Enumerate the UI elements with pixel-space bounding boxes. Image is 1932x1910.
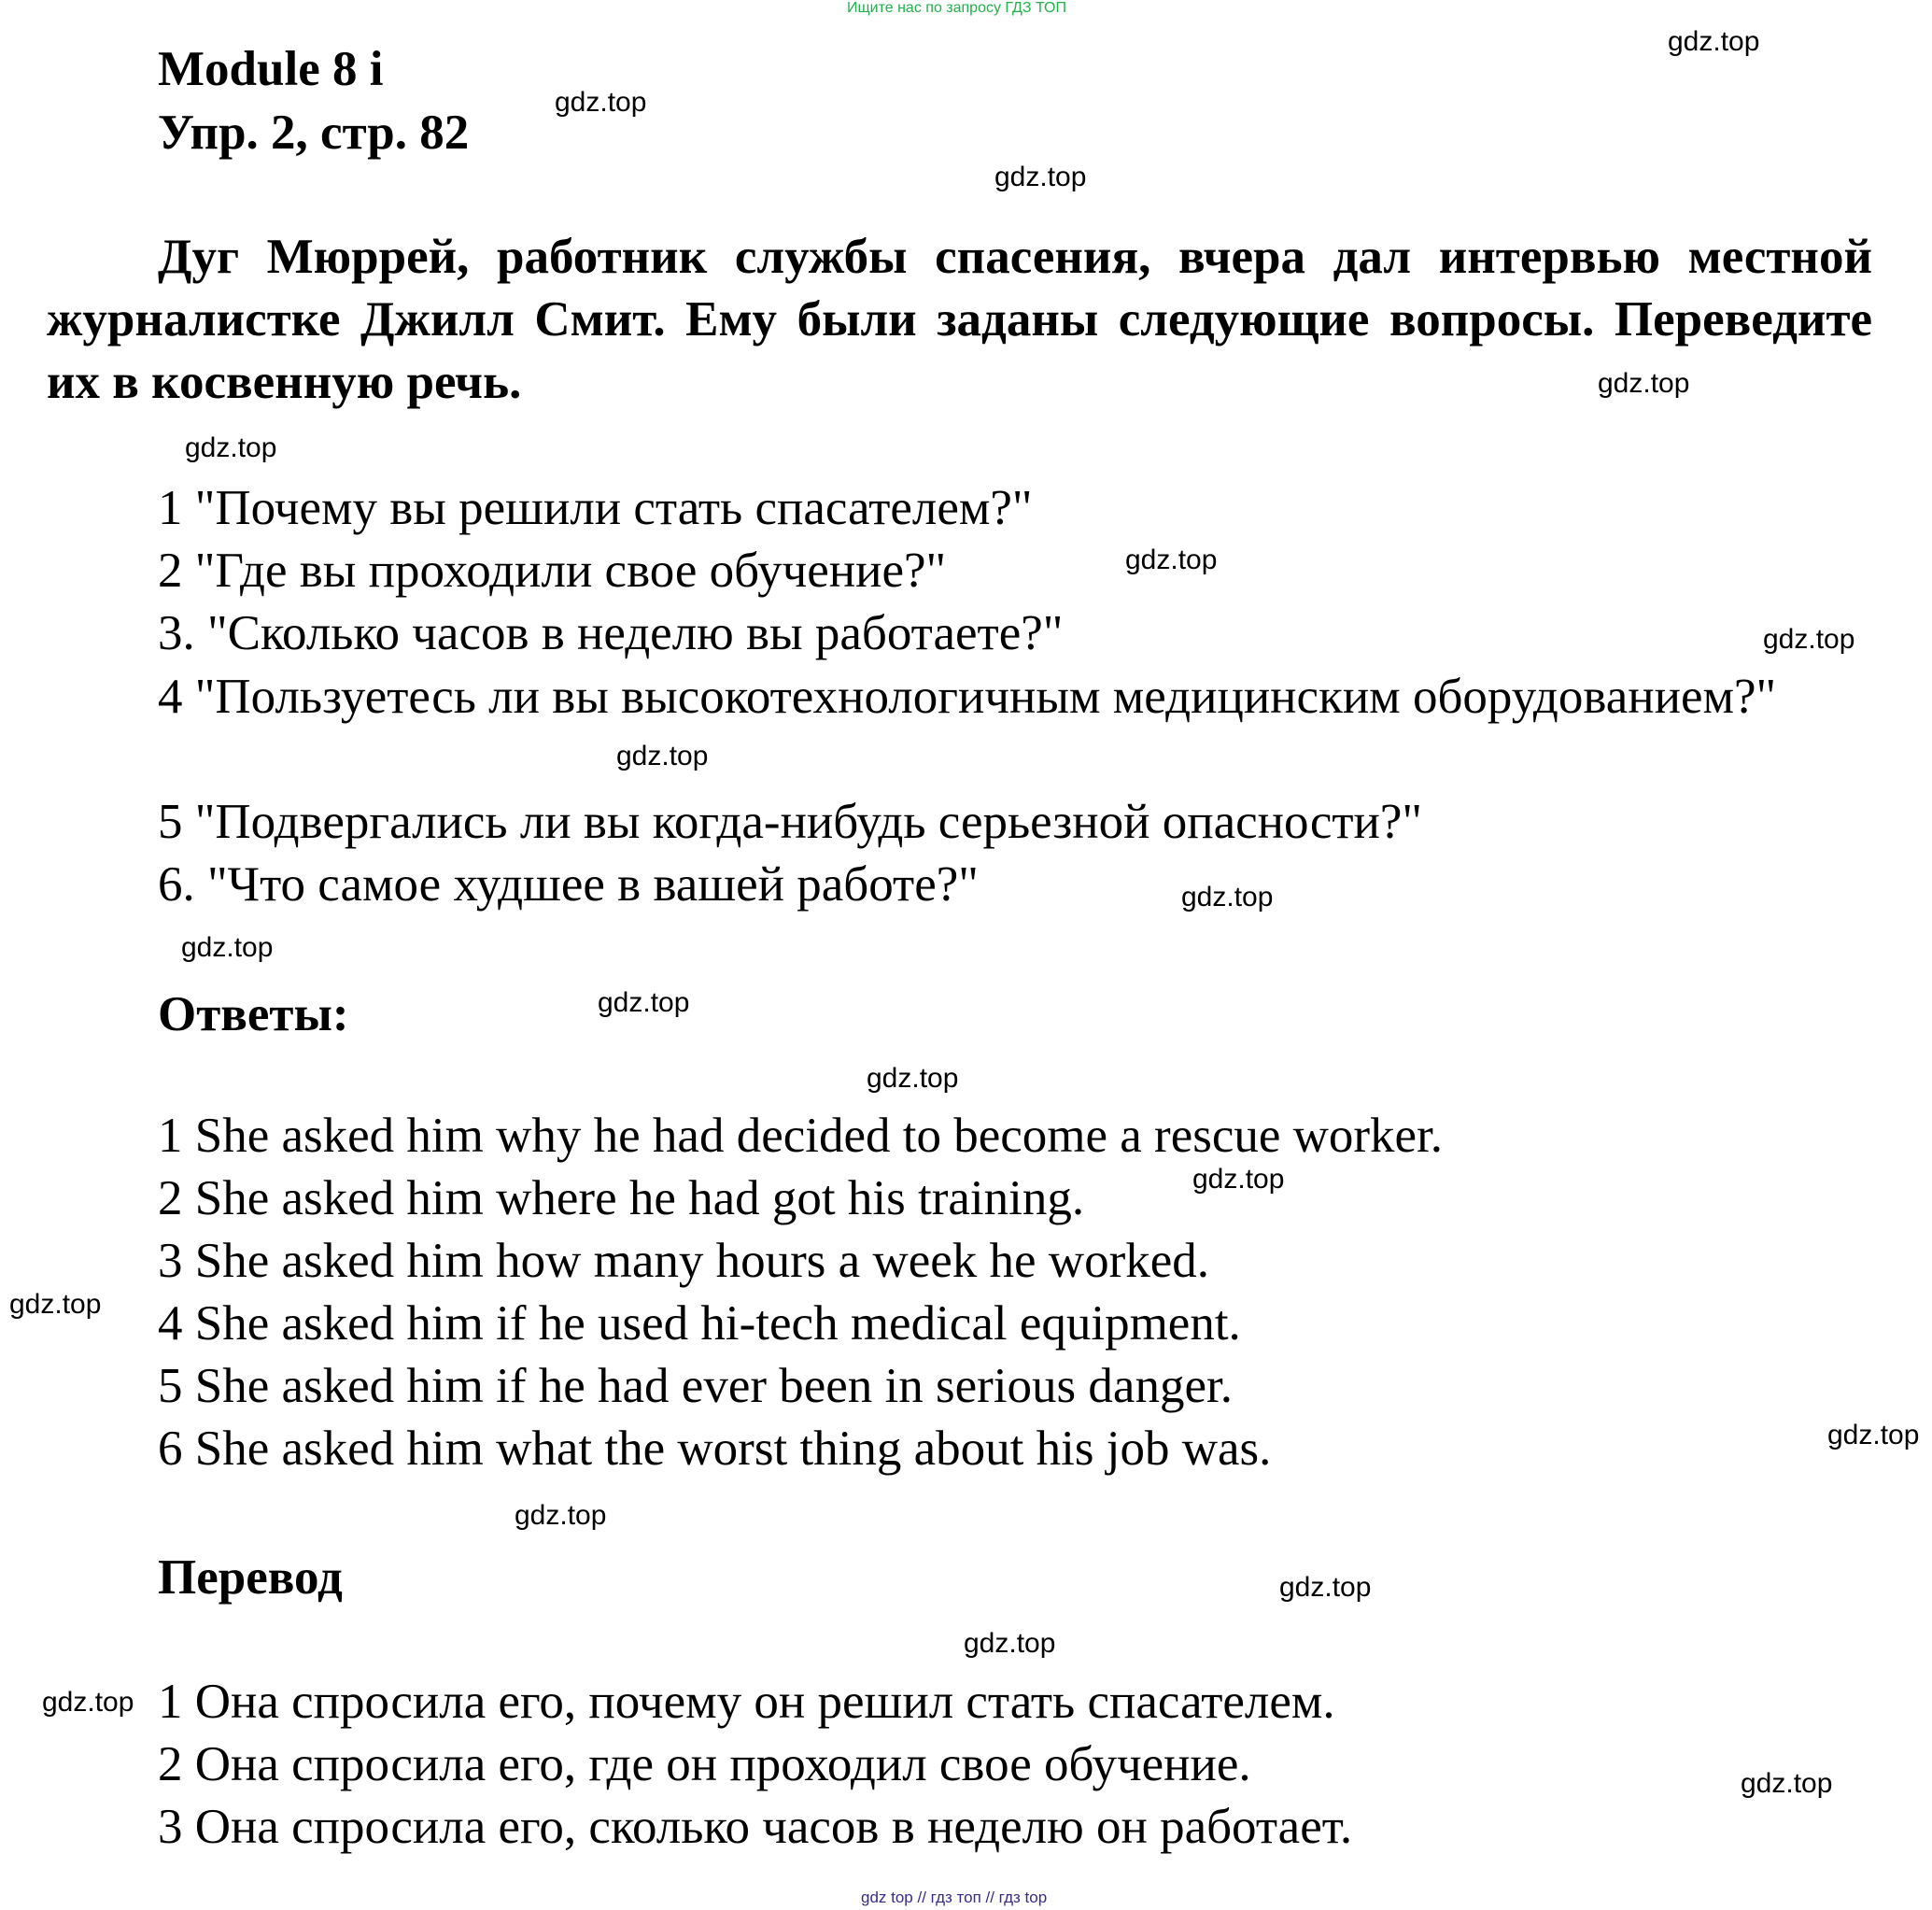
translation-1: 1 Она спросила его, почему он решил стать спасателем. [158, 1675, 1335, 1729]
watermark: gdz.top [994, 162, 1087, 192]
watermark: gdz.top [555, 87, 647, 118]
watermark: gdz.top [598, 987, 690, 1018]
watermark: gdz.top [1181, 882, 1274, 913]
question-4: 4 "Пользуетесь ли вы высокотехнологичным медицинским оборудованием?" [158, 670, 1777, 724]
watermark: gdz.top [185, 432, 277, 463]
watermark: gdz.top [1125, 545, 1218, 575]
answer-2: 2 She asked him where he had got his training. [158, 1171, 1085, 1225]
exercise-title: Упр. 2, стр. 82 [158, 106, 470, 160]
answers-heading: Ответы: [158, 987, 349, 1041]
question-5: 5 "Подвергались ли вы когда-нибудь серьезной опасности?" [158, 795, 1423, 849]
question-2: 2 "Где вы проходили свое обучение?" [158, 544, 947, 598]
watermark: gdz.top [1741, 1768, 1833, 1799]
watermark: gdz.top [1279, 1572, 1372, 1603]
watermark: gdz.top [515, 1500, 607, 1531]
watermark: gdz.top [9, 1289, 102, 1320]
question-3: 3. "Сколько часов в неделю вы работаете?" [158, 606, 1064, 660]
watermark: gdz.top [616, 741, 709, 771]
watermark: gdz.top [964, 1628, 1056, 1659]
bottom-banner: gdz top // гдз топ // гдз top [861, 1889, 1048, 1906]
answer-6: 6 She asked him what the worst thing about his job was. [158, 1422, 1272, 1476]
translation-2: 2 Она спросила его, где он проходил свое обучение. [158, 1737, 1251, 1791]
answer-3: 3 She asked him how many hours a week he worked. [158, 1234, 1209, 1288]
translation-heading: Перевод [158, 1550, 343, 1605]
module-title: Module 8 i [158, 42, 384, 96]
watermark: gdz.top [42, 1687, 134, 1718]
question-1: 1 "Почему вы решили стать спасателем?" [158, 481, 1033, 535]
watermark: gdz.top [1763, 624, 1855, 655]
watermark: gdz.top [181, 932, 274, 963]
watermark: gdz.top [867, 1063, 959, 1094]
question-6: 6. "Что самое худшее в вашей работе?" [158, 857, 979, 912]
answer-4: 4 She asked him if he used hi-tech medical equipment. [158, 1296, 1241, 1351]
watermark: gdz.top [1598, 368, 1690, 399]
translation-3: 3 Она спросила его, сколько часов в неделю он работает. [158, 1800, 1353, 1854]
answer-1: 1 She asked him why he had decided to become a rescue worker. [158, 1109, 1444, 1163]
task-text: Дуг Мюррей, работник службы спасения, вчера дал интервью местной журналистке Джилл Смит. Ему были заданы следующие вопросы. Переведите их в косвенную речь. [47, 230, 1872, 409]
answer-5: 5 She asked him if he had ever been in serious danger. [158, 1359, 1233, 1413]
watermark: gdz.top [1192, 1164, 1285, 1195]
watermark: gdz.top [1668, 26, 1760, 57]
watermark: gdz.top [1827, 1420, 1920, 1450]
top-banner: Ищите нас по запросу ГДЗ ТОП [847, 0, 1066, 16]
